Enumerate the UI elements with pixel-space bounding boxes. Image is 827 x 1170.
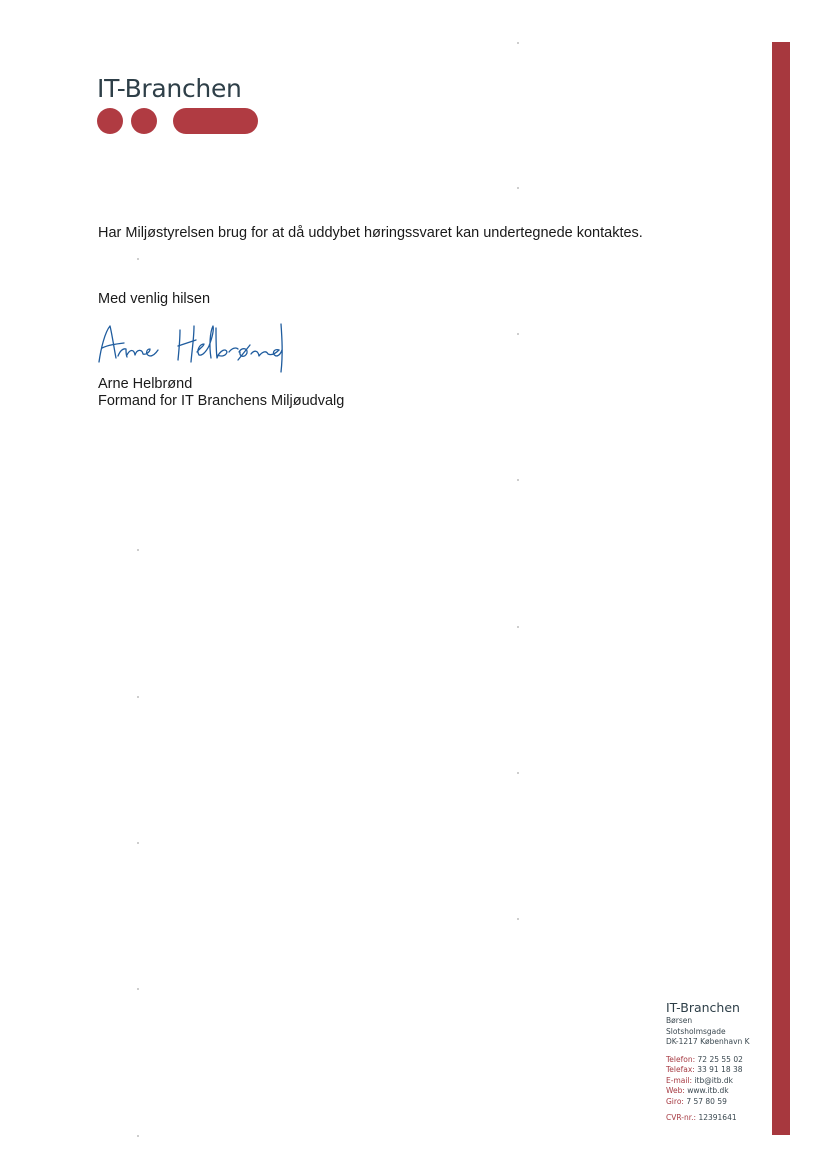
footer-address-block [666,1000,766,1124]
scan-speck [517,333,519,335]
scan-speck [137,1135,139,1137]
footer-giro: Giro: 7 57 80 59 [666,1096,727,1106]
scan-speck [517,626,519,628]
footer-cvr: CVR-nr.: 12391641 [666,1113,737,1122]
footer-address-line: DK-1217 København K [666,1037,750,1046]
signer-name: Arne Helbrønd [98,376,193,392]
logo-text: IT-Branchen [97,74,242,103]
scan-speck [137,988,139,990]
footer-address-line: Slotsholmsgade [666,1026,726,1036]
footer-contacts [666,1055,766,1108]
body-paragraph: Har Miljøstyrelsen brug for at då uddybet høringssvaret kan undertegnede kontaktes. [98,225,643,241]
closing-greeting: Med venlig hilsen [98,291,211,307]
logo-dot-right [131,108,157,134]
logo-dot-left [97,108,123,134]
footer-email: E-mail: itb@itb.dk [666,1075,733,1085]
scan-speck [517,187,519,189]
scan-speck [517,479,519,481]
footer-web: Web: www.itb.dk [666,1086,729,1095]
signer-title: Formand for IT Branchens Miljøudvalg [98,393,345,409]
scan-speck [137,549,139,551]
logo-marks [97,108,242,134]
footer-org-name: IT-Branchen [666,1000,740,1015]
scan-speck [137,842,139,844]
footer-phone: Telefon: 72 25 55 02 [666,1054,743,1064]
handwritten-signature [96,318,316,376]
scan-speck [137,696,139,698]
scan-speck [517,918,519,920]
footer-address-line: Børsen [666,1016,693,1025]
scan-speck [137,258,139,260]
scan-speck [517,772,519,774]
scan-speck [517,42,519,44]
letterhead-logo [97,74,242,134]
side-accent-bar [772,42,790,1135]
footer-fax: Telefax: 33 91 18 38 [666,1065,743,1074]
logo-pill [173,108,258,134]
